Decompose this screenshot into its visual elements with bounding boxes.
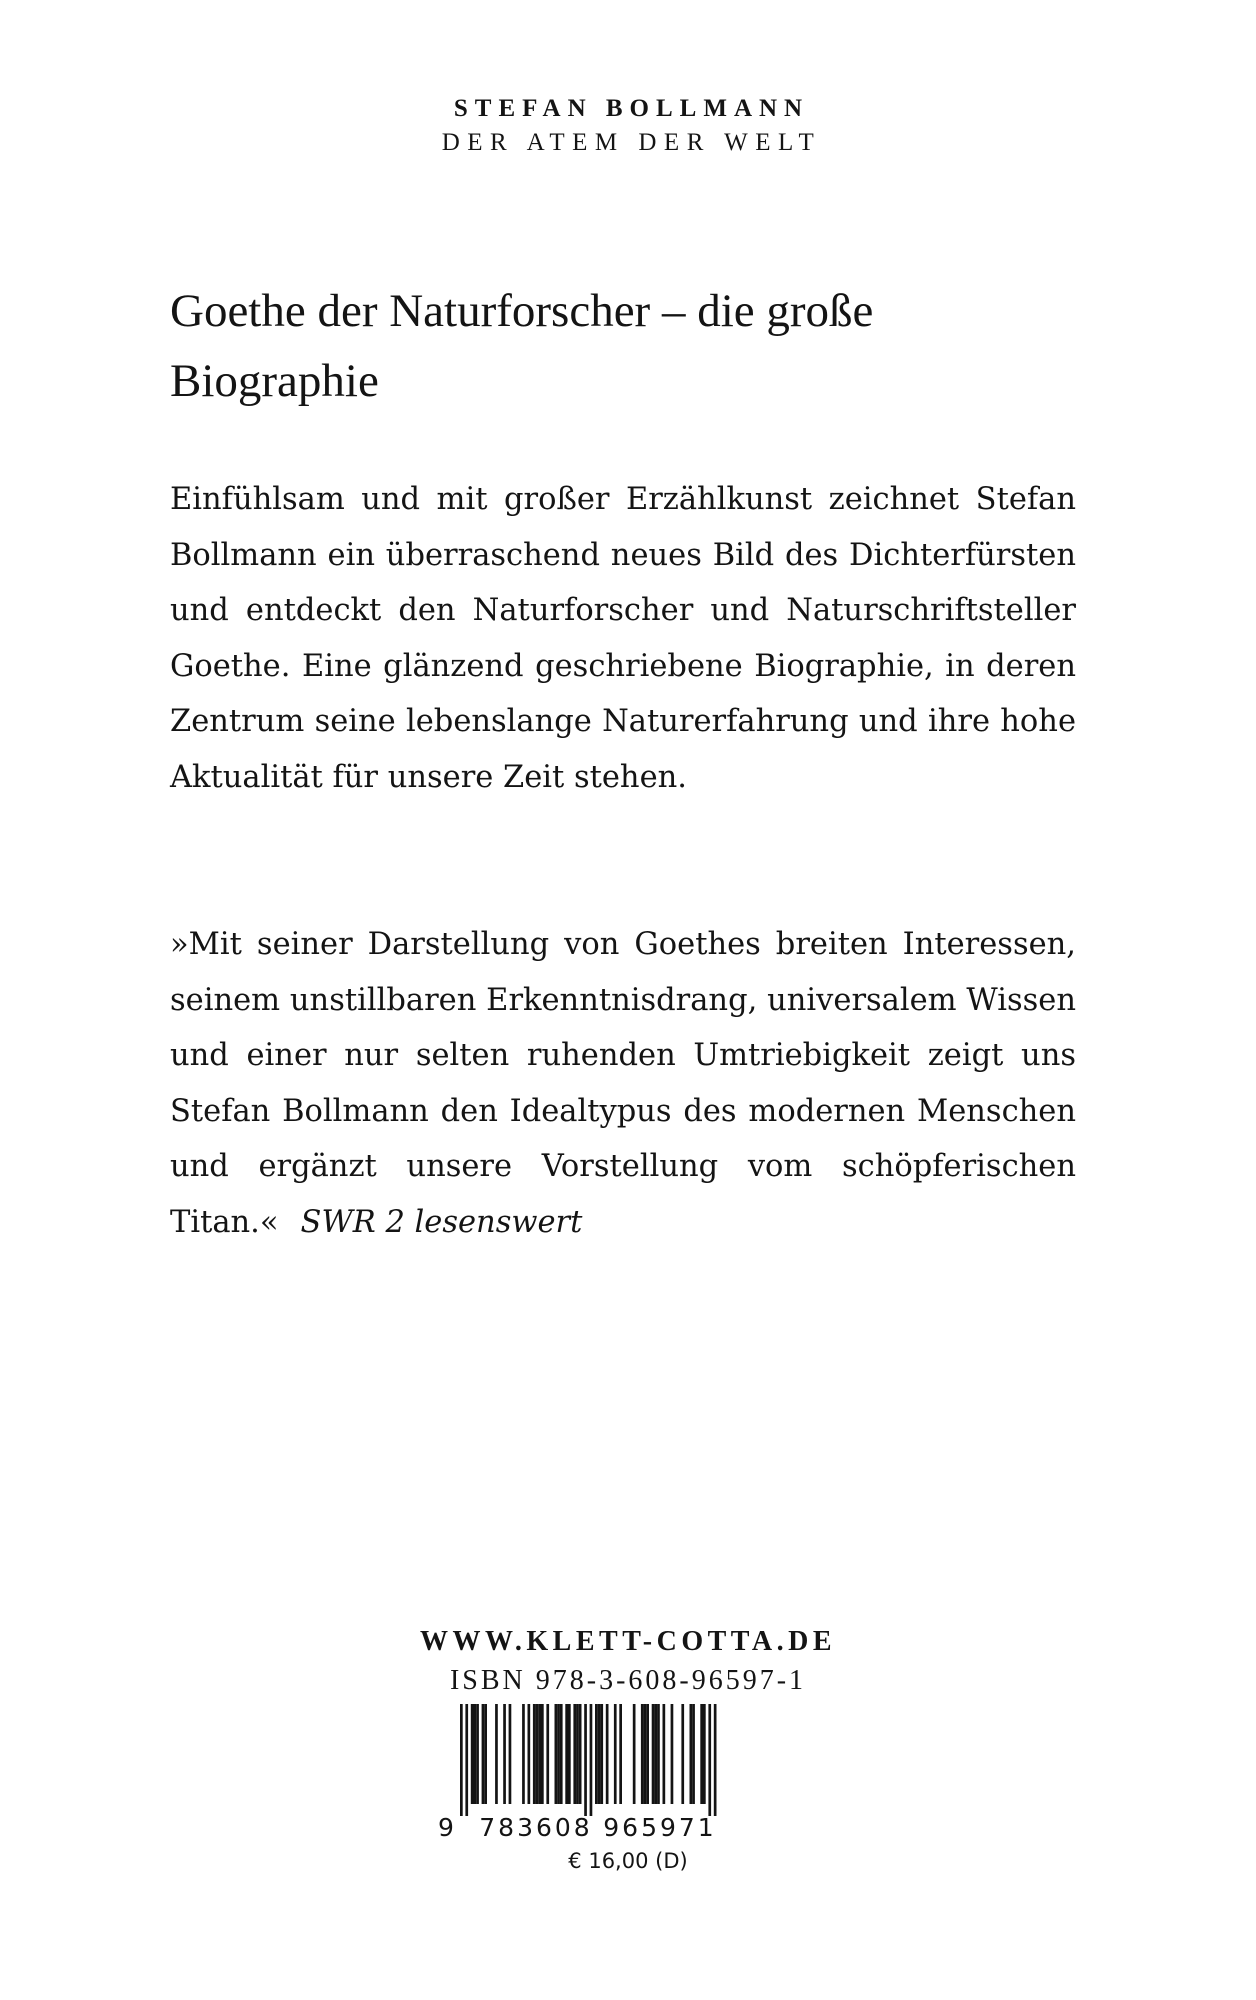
- barcode-bar: [528, 1704, 531, 1804]
- barcode-bar: [555, 1704, 558, 1804]
- publisher-website: WWW.KLETT-COTTA.DE: [419, 1626, 837, 1657]
- price-label: € 16,00 (D): [568, 1849, 688, 1873]
- barcode-bar: [565, 1704, 568, 1804]
- barcode-bar: [484, 1704, 487, 1804]
- isbn-number: ISBN 978-3-608-96597-1: [449, 1665, 807, 1696]
- barcode-bar: [536, 1704, 539, 1804]
- barcode-bar: [654, 1704, 657, 1804]
- barcode-bar: [522, 1704, 525, 1804]
- barcode-bar: [576, 1704, 579, 1804]
- barcode-bar: [460, 1704, 463, 1816]
- barcode-bar: [476, 1704, 479, 1804]
- barcode-bar: [538, 1704, 541, 1804]
- barcode-bar: [503, 1704, 506, 1804]
- barcode-first-digit: 9: [438, 1813, 454, 1842]
- barcode-bar: [646, 1704, 649, 1804]
- barcode-bar: [509, 1704, 512, 1804]
- barcode-bar: [606, 1704, 609, 1804]
- barcode-bar: [700, 1704, 703, 1804]
- review-quote: »Mit seiner Darstellung von Goethes breiten Interessen, seinem unstillbaren Erkenntnisdrang, universalem Wissen und einer nur selten ruhenden Umtriebigkeit zeigt uns Stefan Bollmann den Idealtypus des modernen Menschen und ergänzt unsere Vorstellung vom schöpferischen Titan.«: [170, 927, 1076, 1240]
- barcode-bar: [692, 1704, 695, 1804]
- barcode-bar: [703, 1704, 706, 1804]
- barcode-bar: [590, 1704, 593, 1816]
- author-name: STEFAN BOLLMANN: [453, 95, 810, 122]
- barcode-bar: [633, 1704, 636, 1804]
- barcode-bar: [681, 1704, 684, 1804]
- barcode-bar: [541, 1704, 544, 1804]
- barcode-graphic: [430, 1704, 770, 1844]
- barcode-left-digits: 783608: [479, 1813, 593, 1842]
- series-title: DER ATEM DER WELT: [441, 129, 822, 156]
- barcode-bar: [557, 1704, 560, 1804]
- cover-footer: [0, 1622, 1256, 1700]
- barcode-bar: [671, 1704, 674, 1804]
- barcode-bar: [471, 1704, 474, 1804]
- barcode-bar: [619, 1704, 622, 1804]
- barcode-bar: [573, 1704, 576, 1804]
- barcode-bar: [579, 1704, 582, 1804]
- barcode-bar: [474, 1704, 477, 1804]
- blurb-paragraph: Einfühlsam und mit großer Erzählkunst zeichnet Stefan Bollmann ein überraschend neues Bild des Dichterfürsten und entdeckt den Naturforscher und Naturschriftsteller Goethe. Eine glänzend geschriebene Biographie, in deren Zentrum seine lebenslange Naturerfahrung und ihre hohe Aktualität für unsere Zeit stehen.: [170, 482, 1076, 795]
- barcode-bar: [708, 1704, 711, 1816]
- barcode-bar: [641, 1704, 644, 1804]
- barcode-bar: [614, 1704, 617, 1804]
- barcode-bar: [495, 1704, 498, 1804]
- barcode: [430, 1704, 770, 1844]
- barcode-bar: [568, 1704, 571, 1804]
- barcode-bar: [533, 1704, 536, 1804]
- barcode-bar: [663, 1704, 666, 1804]
- barcode-bar: [714, 1704, 717, 1816]
- barcode-bar: [584, 1704, 587, 1816]
- barcode-bar: [657, 1704, 660, 1804]
- review-source: SWR 2 lesenswert: [300, 1204, 583, 1240]
- headline: Goethe der Naturforscher – die große Biographie: [170, 285, 874, 407]
- barcode-bar: [595, 1704, 598, 1804]
- barcode-bar: [644, 1704, 647, 1804]
- barcode-right-digits: 965971: [603, 1813, 717, 1842]
- barcode-bar: [598, 1704, 601, 1804]
- barcode-bar: [690, 1704, 693, 1804]
- review-quote-block: [170, 917, 1076, 1250]
- barcode-bar: [482, 1704, 485, 1804]
- barcode-bar: [546, 1704, 549, 1804]
- barcode-bar: [560, 1704, 563, 1804]
- barcode-bars: [460, 1704, 717, 1816]
- barcode-bar: [465, 1704, 468, 1816]
- barcode-bar: [600, 1704, 603, 1804]
- cover-header: [0, 92, 1256, 160]
- barcode-bar: [652, 1704, 655, 1804]
